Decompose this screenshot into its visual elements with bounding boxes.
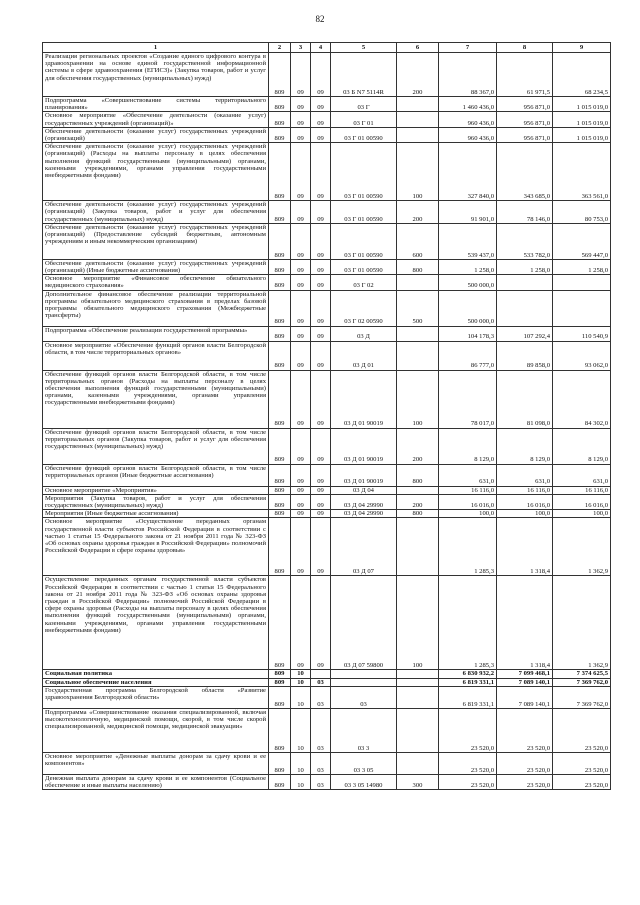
table-row: [43, 290, 611, 326]
amount-2024: 84 302,0: [553, 370, 611, 428]
amount-2022: 16 116,0: [439, 486, 497, 494]
column-header: 5: [331, 43, 397, 53]
section-code: 10: [291, 678, 311, 686]
table-row: [43, 143, 611, 201]
ministry-code: 809: [269, 223, 291, 259]
row-name: Мероприятия (Закупка товаров, работ и услуг для обеспечения государственных (муниципальных) нужд): [43, 494, 269, 509]
target-article-code: 03 Д 01 90019: [331, 370, 397, 428]
expense-type-code: [397, 686, 439, 708]
table-row: [43, 428, 611, 464]
amount-2023: 7 089 140,1: [497, 686, 553, 708]
ministry-code: 809: [269, 97, 291, 112]
amount-2022: 960 436,0: [439, 127, 497, 142]
amount-2022: 327 840,0: [439, 143, 497, 201]
table-row: [43, 259, 611, 274]
subsection-code: [311, 670, 331, 678]
column-header: 3: [291, 43, 311, 53]
subsection-code: 03: [311, 678, 331, 686]
table-row: [43, 708, 611, 752]
expense-type-code: 600: [397, 223, 439, 259]
amount-2024: 1 015 019,0: [553, 127, 611, 142]
subsection-code: 09: [311, 341, 331, 370]
table-row: [43, 275, 611, 290]
subsection-code: 09: [311, 326, 331, 341]
row-name: Обеспечение деятельности (оказание услуг) государственных учреждений (организаций) (Расходы на выплаты персоналу в целях обеспечения выполнения функций государственными (муниципальными) органами, казенными учреждениями, органами управления государственными внебюджетными фондами): [43, 143, 269, 201]
section-code: 09: [291, 370, 311, 428]
section-code: 09: [291, 576, 311, 670]
amount-2024: 16 016,0: [553, 494, 611, 509]
table-row: [43, 370, 611, 428]
ministry-code: 809: [269, 428, 291, 464]
column-header: 1: [43, 43, 269, 53]
ministry-code: 809: [269, 290, 291, 326]
section-code: 09: [291, 494, 311, 509]
amount-2023: 1 318,4: [497, 576, 553, 670]
section-code: 10: [291, 686, 311, 708]
table-row: [43, 341, 611, 370]
amount-2024: [553, 275, 611, 290]
ministry-code: 809: [269, 259, 291, 274]
ministry-code: 809: [269, 127, 291, 142]
amount-2023: 7 099 468,1: [497, 670, 553, 678]
amount-2024: 16 116,0: [553, 486, 611, 494]
expense-type-code: 100: [397, 370, 439, 428]
row-name: Реализация региональных проектов «Создание единого цифрового контура в здравоохранении на основе единой государственной информационной системы в сфере здравоохранения (ЕГИСЗ)» (Закупка товаров, работ и услуг для обеспечения государственных (муниципальных) нужд): [43, 53, 269, 97]
target-article-code: 03 Д: [331, 326, 397, 341]
table-row: [43, 686, 611, 708]
expense-type-code: 100: [397, 143, 439, 201]
subsection-code: 09: [311, 259, 331, 274]
ministry-code: 809: [269, 518, 291, 576]
expense-type-code: 200: [397, 494, 439, 509]
row-name: Социальное обеспечение населения: [43, 678, 269, 686]
amount-2024: 23 520,0: [553, 708, 611, 752]
amount-2024: 1 015 019,0: [553, 97, 611, 112]
table-row: [43, 510, 611, 518]
table-row: [43, 53, 611, 97]
amount-2023: 61 971,5: [497, 53, 553, 97]
ministry-code: 809: [269, 678, 291, 686]
amount-2023: 956 871,0: [497, 127, 553, 142]
expense-type-code: [397, 678, 439, 686]
subsection-code: 09: [311, 494, 331, 509]
amount-2023: 23 520,0: [497, 752, 553, 774]
section-code: 09: [291, 127, 311, 142]
amount-2023: 78 146,0: [497, 201, 553, 224]
amount-2022: 16 016,0: [439, 494, 497, 509]
amount-2023: 343 685,0: [497, 143, 553, 201]
table-row: [43, 576, 611, 670]
target-article-code: 03 3: [331, 708, 397, 752]
target-article-code: 03 Г 01 00590: [331, 259, 397, 274]
amount-2023: 1 258,0: [497, 259, 553, 274]
expense-type-code: 200: [397, 428, 439, 464]
section-code: 09: [291, 53, 311, 97]
ministry-code: 809: [269, 464, 291, 486]
section-code: 10: [291, 670, 311, 678]
section-code: 09: [291, 112, 311, 127]
ministry-code: 809: [269, 774, 291, 789]
budget-table: [42, 42, 611, 790]
target-article-code: 03 3 05 14980: [331, 774, 397, 789]
amount-2024: 7 369 762,0: [553, 678, 611, 686]
amount-2023: 16 116,0: [497, 486, 553, 494]
ministry-code: 809: [269, 708, 291, 752]
target-article-code: 03 Г 02: [331, 275, 397, 290]
ministry-code: 809: [269, 494, 291, 509]
amount-2022: 100,0: [439, 510, 497, 518]
amount-2022: 539 437,0: [439, 223, 497, 259]
amount-2023: 7 089 140,1: [497, 678, 553, 686]
ministry-code: 809: [269, 686, 291, 708]
section-code: 09: [291, 143, 311, 201]
amount-2023: 23 520,0: [497, 708, 553, 752]
amount-2023: 8 129,0: [497, 428, 553, 464]
amount-2024: 363 561,0: [553, 143, 611, 201]
row-name: Дополнительное финансовое обеспечение реализации территориальной программы обязательного медицинского страхования в пределах базовой программы обязательного медицинского страхования (Межбюджетные трансферты): [43, 290, 269, 326]
subsection-code: 09: [311, 112, 331, 127]
subsection-code: 09: [311, 428, 331, 464]
target-article-code: 03 Д 04 29990: [331, 510, 397, 518]
ministry-code: 809: [269, 670, 291, 678]
section-code: 09: [291, 201, 311, 224]
table-row: [43, 223, 611, 259]
ministry-code: 809: [269, 752, 291, 774]
amount-2024: 110 540,9: [553, 326, 611, 341]
section-code: 09: [291, 97, 311, 112]
subsection-code: 09: [311, 370, 331, 428]
target-article-code: 03 Д 01 90019: [331, 428, 397, 464]
section-code: 09: [291, 486, 311, 494]
section-code: 09: [291, 223, 311, 259]
amount-2024: 7 374 625,5: [553, 670, 611, 678]
row-name: Основное мероприятие «Обеспечение функций органов власти Белгородской области, в том числе территориальных органов»: [43, 341, 269, 370]
amount-2024: 100,0: [553, 510, 611, 518]
amount-2023: 956 871,0: [497, 97, 553, 112]
table-header-row: [43, 43, 611, 53]
ministry-code: 809: [269, 143, 291, 201]
target-article-code: 03 Д 07 59800: [331, 576, 397, 670]
amount-2022: 104 178,3: [439, 326, 497, 341]
amount-2022: 23 520,0: [439, 774, 497, 789]
amount-2022: 6 819 331,1: [439, 686, 497, 708]
amount-2024: 68 234,5: [553, 53, 611, 97]
expense-type-code: 200: [397, 201, 439, 224]
amount-2023: [497, 275, 553, 290]
subsection-code: 09: [311, 275, 331, 290]
amount-2022: 6 830 932,2: [439, 670, 497, 678]
table-row: [43, 97, 611, 112]
amount-2024: 1 015 019,0: [553, 112, 611, 127]
section-code: 10: [291, 752, 311, 774]
target-article-code: [331, 678, 397, 686]
row-name: Основное мероприятие «Финансовое обеспечение обязательного медицинского страхования»: [43, 275, 269, 290]
section-code: 09: [291, 290, 311, 326]
target-article-code: 03 Г 01: [331, 112, 397, 127]
row-name: Подпрограмма «Обеспечение реализации государственной программы»: [43, 326, 269, 341]
amount-2022: 6 819 331,1: [439, 678, 497, 686]
expense-type-code: [397, 97, 439, 112]
amount-2024: 1 362,9: [553, 518, 611, 576]
target-article-code: 03 Д 01 90019: [331, 464, 397, 486]
amount-2023: 956 871,0: [497, 112, 553, 127]
ministry-code: 809: [269, 576, 291, 670]
amount-2022: 1 258,0: [439, 259, 497, 274]
section-code: 10: [291, 774, 311, 789]
ministry-code: 809: [269, 341, 291, 370]
table-row: [43, 486, 611, 494]
target-article-code: 03 3 05: [331, 752, 397, 774]
amount-2023: 100,0: [497, 510, 553, 518]
expense-type-code: [397, 518, 439, 576]
section-code: 09: [291, 510, 311, 518]
row-name: Основное мероприятие «Мероприятия»: [43, 486, 269, 494]
amount-2022: 23 520,0: [439, 752, 497, 774]
row-name: Государственная программа Белгородской области «Развитие здравоохранения Белгородской области»: [43, 686, 269, 708]
row-name: Социальная политика: [43, 670, 269, 678]
expense-type-code: [397, 112, 439, 127]
amount-2022: 88 367,0: [439, 53, 497, 97]
amount-2022: 1 285,3: [439, 576, 497, 670]
target-article-code: 03 Д 07: [331, 518, 397, 576]
row-name: Осуществление переданных органам государственной власти субъектов Российской Федерации в соответствии с частью 1 статьи 15 Федерального закона от 21 ноября 2011 года № 323-ФЗ «Об основах охраны здоровья граждан в Российской Федерации» полномочий Российской Федерации в сфере охраны здоровья (Расходы на выплаты персоналу в целях обеспечения выполнения функций государственными (муниципальными) органами, казенными учреждениями, органами управления государственными внебюджетными фондами): [43, 576, 269, 670]
amount-2023: 107 292,4: [497, 326, 553, 341]
table-row: [43, 752, 611, 774]
subsection-code: 03: [311, 752, 331, 774]
amount-2024: 631,0: [553, 464, 611, 486]
subsection-code: 03: [311, 774, 331, 789]
row-name: Обеспечение деятельности (оказание услуг) государственных учреждений (организаций) (Иные бюджетные ассигнования): [43, 259, 269, 274]
amount-2022: 960 436,0: [439, 112, 497, 127]
amount-2024: 8 129,0: [553, 428, 611, 464]
column-header: 4: [311, 43, 331, 53]
amount-2023: 533 782,0: [497, 223, 553, 259]
target-article-code: 03 Д 01: [331, 341, 397, 370]
amount-2023: 16 016,0: [497, 494, 553, 509]
section-code: 10: [291, 708, 311, 752]
target-article-code: 03 Г: [331, 97, 397, 112]
expense-type-code: 300: [397, 774, 439, 789]
amount-2022: 23 520,0: [439, 708, 497, 752]
expense-type-code: [397, 341, 439, 370]
expense-type-code: [397, 275, 439, 290]
expense-type-code: 800: [397, 259, 439, 274]
amount-2024: 1 258,0: [553, 259, 611, 274]
subsection-code: 03: [311, 708, 331, 752]
section-code: 09: [291, 259, 311, 274]
table-row: [43, 494, 611, 509]
target-article-code: 03: [331, 686, 397, 708]
table-row: [43, 127, 611, 142]
column-header: 2: [269, 43, 291, 53]
amount-2023: 81 098,0: [497, 370, 553, 428]
amount-2023: [497, 290, 553, 326]
subsection-code: 09: [311, 290, 331, 326]
subsection-code: 03: [311, 686, 331, 708]
expense-type-code: 200: [397, 53, 439, 97]
section-code: 09: [291, 326, 311, 341]
expense-type-code: [397, 670, 439, 678]
row-name: Обеспечение функций органов власти Белгородской области, в том числе территориальных органов (Иные бюджетные ассигнования): [43, 464, 269, 486]
amount-2024: 23 520,0: [553, 752, 611, 774]
amount-2022: 631,0: [439, 464, 497, 486]
column-header: 9: [553, 43, 611, 53]
subsection-code: 09: [311, 518, 331, 576]
subsection-code: 09: [311, 486, 331, 494]
amount-2024: [553, 290, 611, 326]
ministry-code: 809: [269, 201, 291, 224]
subsection-code: 09: [311, 97, 331, 112]
target-article-code: 03 Г 01 00590: [331, 223, 397, 259]
amount-2024: 93 062,0: [553, 341, 611, 370]
subsection-code: 09: [311, 223, 331, 259]
table-row: [43, 670, 611, 678]
row-name: Обеспечение деятельности (оказание услуг) государственных учреждений (организаций) (Предоставление субсидий бюджетным, автономным учреждениям и иным некоммерческим организациям): [43, 223, 269, 259]
amount-2024: 569 447,0: [553, 223, 611, 259]
column-header: 8: [497, 43, 553, 53]
row-name: Основное мероприятие «Обеспечение деятельности (оказание услуг) государственных учреждений (организаций)»: [43, 112, 269, 127]
amount-2022: 91 901,0: [439, 201, 497, 224]
row-name: Обеспечение функций органов власти Белгородской области, в том числе территориальных органов (Расходы на выплаты персоналу в целях обеспечения выполнения функций государственными (муниципальными) органами, казенными учреждениями, органами управления государственными внебюджетными фондами): [43, 370, 269, 428]
expense-type-code: [397, 752, 439, 774]
target-article-code: 03 Д 04 29990: [331, 494, 397, 509]
target-article-code: 03 Б N7 5114R: [331, 53, 397, 97]
subsection-code: 09: [311, 201, 331, 224]
page-number: 82: [315, 14, 325, 24]
amount-2022: 8 129,0: [439, 428, 497, 464]
amount-2024: 23 520,0: [553, 774, 611, 789]
expense-type-code: 100: [397, 576, 439, 670]
row-name: Основное мероприятие «Осуществление переданных органам государственной власти субъектов Российской Федерации в соответствии с частью 1 статьи 15 Федерального закона от 21 ноября 2011 года № 323-ФЗ «Об основах охраны здоровья граждан в Российской Федерации» полномочий Российской Федерации в сфере охраны здоровья»: [43, 518, 269, 576]
row-name: Мероприятия (Иные бюджетные ассигнования): [43, 510, 269, 518]
table-row: [43, 518, 611, 576]
target-article-code: [331, 670, 397, 678]
column-header: 7: [439, 43, 497, 53]
row-name: Денежная выплата донорам за сдачу крови и ее компонентов (Социальное обеспечение и иные выплаты населению): [43, 774, 269, 789]
ministry-code: 809: [269, 275, 291, 290]
amount-2022: 1 285,3: [439, 518, 497, 576]
section-code: 09: [291, 464, 311, 486]
amount-2022: 500 000,0: [439, 290, 497, 326]
target-article-code: 03 Г 01 00590: [331, 127, 397, 142]
amount-2022: 500 000,0: [439, 275, 497, 290]
section-code: 09: [291, 275, 311, 290]
subsection-code: 09: [311, 127, 331, 142]
table-row: [43, 464, 611, 486]
subsection-code: 09: [311, 143, 331, 201]
table-row: [43, 678, 611, 686]
row-name: Подпрограмма «Совершенствование оказания специализированной, включая высокотехнологичную, медицинской помощи, скорой, в том числе скорой специализированной, медицинской помощи, медицинской эвакуации»: [43, 708, 269, 752]
expense-type-code: 800: [397, 464, 439, 486]
column-header: 6: [397, 43, 439, 53]
amount-2022: 78 017,0: [439, 370, 497, 428]
amount-2024: 80 753,0: [553, 201, 611, 224]
amount-2024: 1 362,9: [553, 576, 611, 670]
section-code: 09: [291, 518, 311, 576]
subsection-code: 09: [311, 53, 331, 97]
table-row: [43, 112, 611, 127]
table-row: [43, 326, 611, 341]
target-article-code: 03 Г 01 00590: [331, 143, 397, 201]
amount-2023: 23 520,0: [497, 774, 553, 789]
ministry-code: 809: [269, 486, 291, 494]
table-row: [43, 201, 611, 224]
subsection-code: 09: [311, 464, 331, 486]
row-name: Обеспечение деятельности (оказание услуг) государственных учреждений (организаций): [43, 127, 269, 142]
table-row: [43, 774, 611, 789]
expense-type-code: [397, 708, 439, 752]
subsection-code: 09: [311, 510, 331, 518]
subsection-code: 09: [311, 576, 331, 670]
target-article-code: 03 Г 02 00590: [331, 290, 397, 326]
row-name: Основное мероприятие «Денежные выплаты донорам за сдачу крови и ее компонентов»: [43, 752, 269, 774]
amount-2023: 89 858,0: [497, 341, 553, 370]
expense-type-code: [397, 326, 439, 341]
target-article-code: 03 Д 04: [331, 486, 397, 494]
row-name: Обеспечение деятельности (оказание услуг) государственных учреждений (организаций) (Закупка товаров, работ и услуг для обеспечения государственных (муниципальных) нужд): [43, 201, 269, 224]
ministry-code: 809: [269, 112, 291, 127]
amount-2022: 1 460 436,0: [439, 97, 497, 112]
section-code: 09: [291, 428, 311, 464]
amount-2022: 86 777,0: [439, 341, 497, 370]
target-article-code: 03 Г 01 00590: [331, 201, 397, 224]
expense-type-code: 800: [397, 510, 439, 518]
expense-type-code: [397, 127, 439, 142]
row-name: Обеспечение функций органов власти Белгородской области, в том числе территориальных органов (Закупка товаров, работ и услуг для обеспечения государственных (муниципальных) нужд): [43, 428, 269, 464]
section-code: 09: [291, 341, 311, 370]
ministry-code: 809: [269, 370, 291, 428]
row-name: Подпрограмма «Совершенствование системы территориального планирования»: [43, 97, 269, 112]
expense-type-code: [397, 486, 439, 494]
ministry-code: 809: [269, 510, 291, 518]
amount-2024: 7 369 762,0: [553, 686, 611, 708]
amount-2023: 631,0: [497, 464, 553, 486]
amount-2023: 1 318,4: [497, 518, 553, 576]
ministry-code: 809: [269, 326, 291, 341]
ministry-code: 809: [269, 53, 291, 97]
expense-type-code: 500: [397, 290, 439, 326]
